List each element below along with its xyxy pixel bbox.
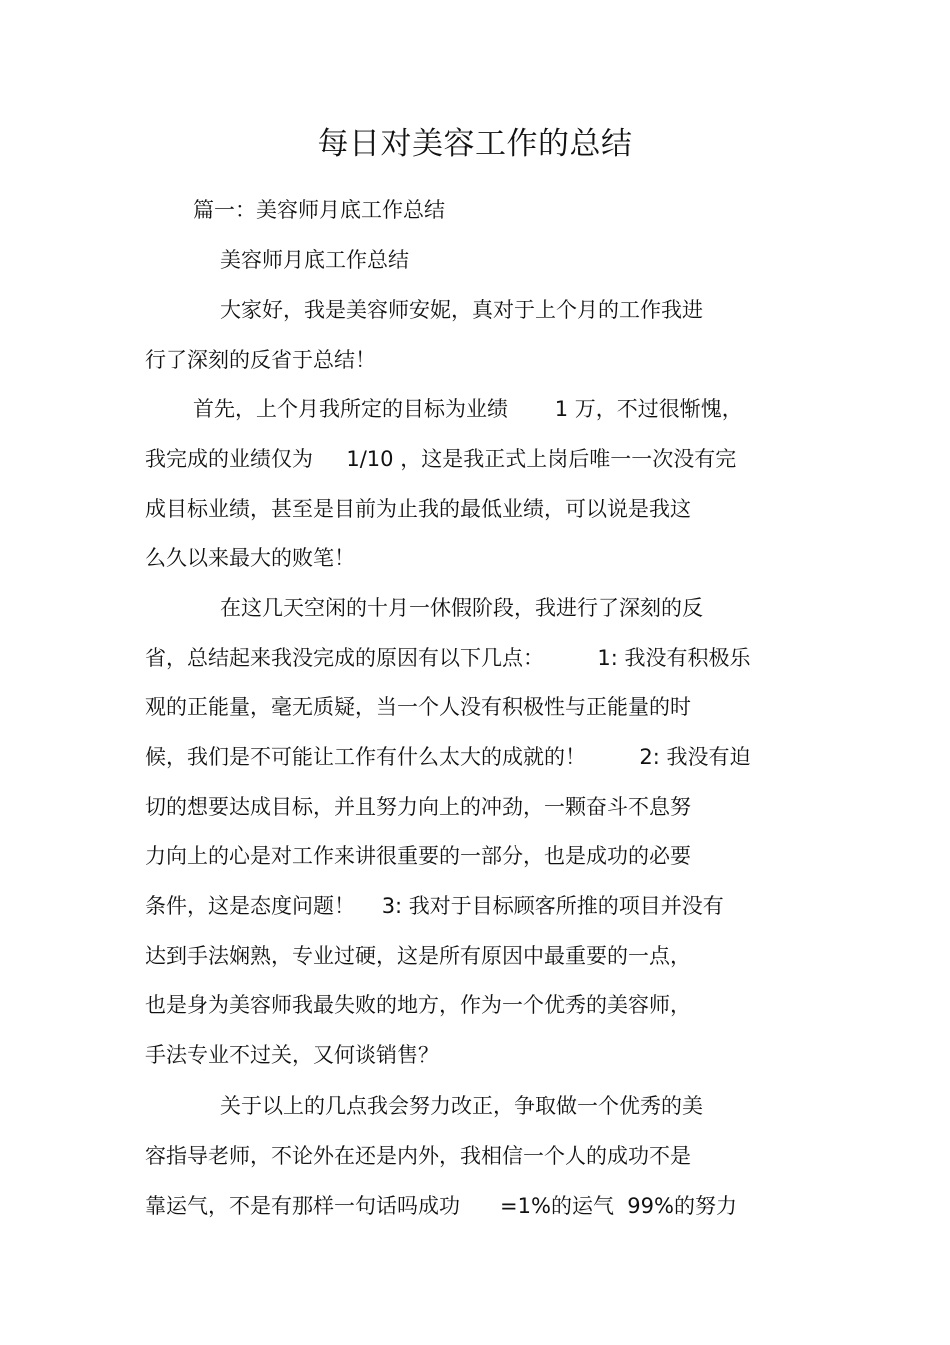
text-line: 大家好，我是美容师安妮，真对于上个月的工作我进 [220, 298, 703, 322]
text-line: 么久以来最大的败笔！ [145, 546, 355, 570]
subtitle: 美容师月底工作总结 [220, 248, 409, 272]
section-heading: 篇一：美容师月底工作总结 [193, 198, 445, 222]
text-line: 也是身为美容师我最失败的地方，作为一个优秀的美容师， [145, 993, 691, 1017]
text-line: 省，总结起来我没完成的原因有以下几点： 1: 我没有积极乐 [145, 646, 751, 670]
text-line: 我完成的业绩仅为 1/10 ，这是我正式上岗后唯一一次没有完 [145, 447, 737, 471]
text-line: 候，我们是不可能让工作有什么太大的成就的！ 2: 我没有迫 [145, 745, 751, 769]
text-line: 条件，这是态度问题！ 3: 我对于目标顾客所推的项目并没有 [145, 894, 724, 918]
text-line: 关于以上的几点我会努力改正，争取做一个优秀的美 [220, 1094, 703, 1118]
document-title: 每日对美容工作的总结 [317, 126, 633, 162]
text-line: 手法专业不过关，又何谈销售？ [145, 1043, 439, 1067]
text-line: 观的正能量，毫无质疑，当一个人没有积极性与正能量的时 [145, 695, 691, 719]
text-line: 切的想要达成目标，并且努力向上的冲劲，一颗奋斗不息努 [145, 795, 691, 819]
text-line: 力向上的心是对工作来讲很重要的一部分，也是成功的必要 [145, 844, 691, 868]
text-line: 行了深刻的反省于总结！ [145, 348, 376, 372]
text-line: 成目标业绩，甚至是目前为止我的最低业绩，可以说是我这 [145, 497, 691, 521]
text-line: 靠运气，不是有那样一句话吗成功 =1%的运气 99%的努力 [145, 1194, 737, 1218]
text-line: 首先，上个月我所定的目标为业绩 1 万，不过很惭愧， [193, 397, 743, 421]
text-line: 在这几天空闲的十月一休假阶段，我进行了深刻的反 [220, 596, 703, 620]
text-line: 达到手法娴熟，专业过硬，这是所有原因中最重要的一点， [145, 944, 691, 968]
text-line: 容指导老师，不论外在还是内外，我相信一个人的成功不是 [145, 1144, 691, 1168]
